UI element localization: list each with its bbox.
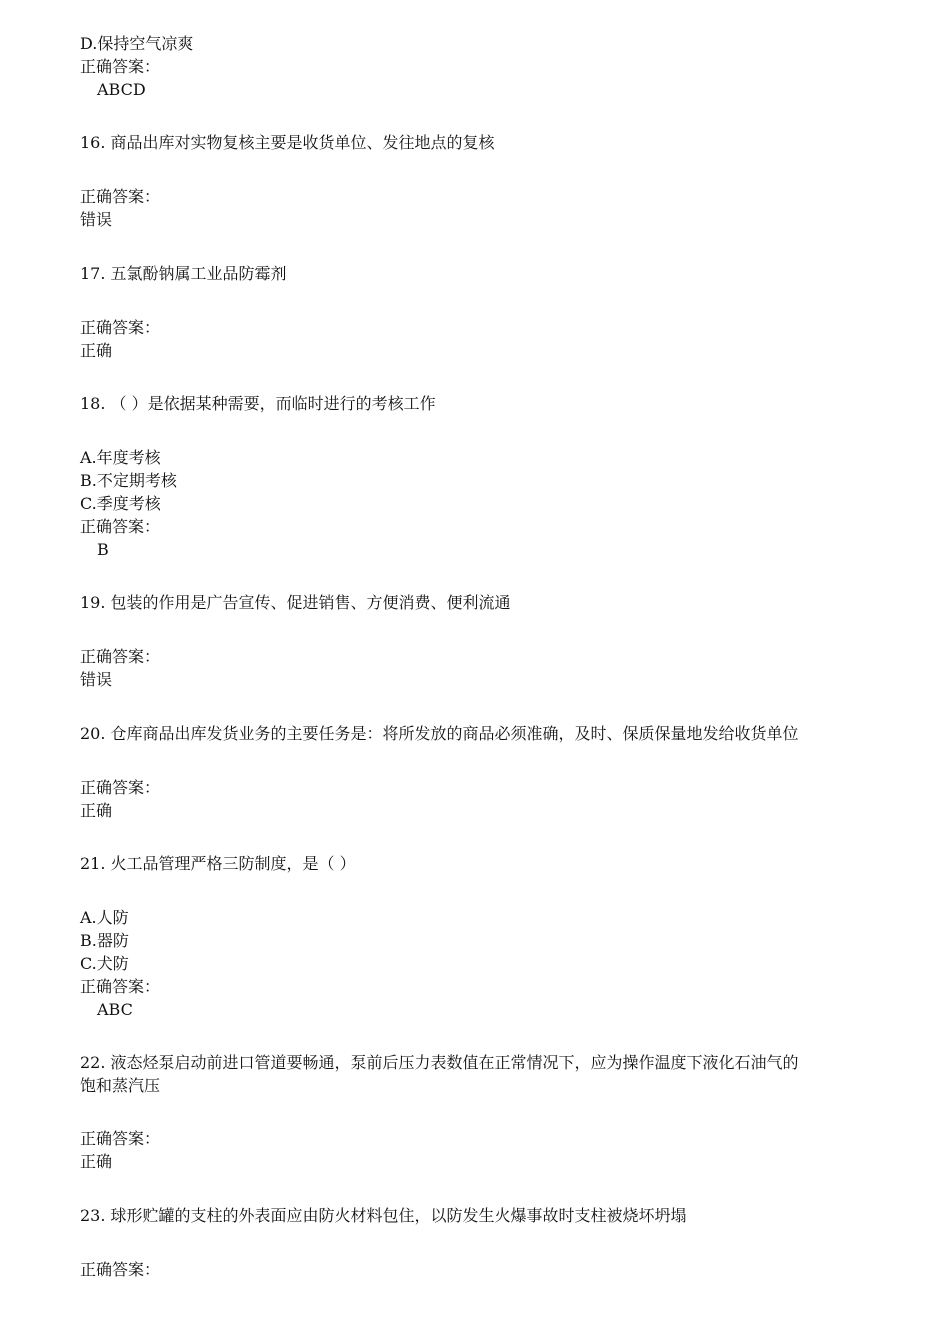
answer-value: 错误 — [80, 210, 113, 229]
option-c: C.犬防 — [80, 954, 129, 973]
answer-label: 正确答案： — [80, 778, 161, 797]
answer-value: 错误 — [80, 670, 113, 689]
option-b: B.器防 — [80, 931, 129, 950]
answer-label: 正确答案： — [80, 1260, 161, 1279]
answer-value: 正确 — [80, 801, 113, 820]
answer-value: 正确 — [80, 341, 113, 360]
answer-label: 正确答案： — [80, 977, 161, 996]
option-d: D.保持空气凉爽 — [80, 34, 194, 53]
question-stem-16: 16. 商品出库对实物复核主要是收货单位、发往地点的复核 — [80, 133, 495, 152]
answer-label: 正确答案： — [80, 57, 161, 76]
question-stem-23: 23. 球形贮罐的支柱的外表面应由防火材料包住，以防发生火爆事故时支柱被烧坏坍塌 — [80, 1206, 687, 1225]
question-stem-21: 21. 火工品管理严格三防制度，是（ ） — [80, 854, 356, 873]
answer-label: 正确答案： — [80, 187, 161, 206]
option-c: C.季度考核 — [80, 494, 161, 513]
option-a: A.年度考核 — [80, 448, 161, 467]
answer-label: 正确答案： — [80, 647, 161, 666]
answer-value: ABCD — [97, 80, 146, 99]
answer-value: ABC — [97, 1000, 133, 1019]
question-stem-20: 20. 仓库商品出库发货业务的主要任务是：将所发放的商品必须准确，及时、保质保量地发给收货单位 — [80, 724, 799, 743]
answer-label: 正确答案： — [80, 517, 161, 536]
question-stem-22-line1: 22. 液态烃泵启动前进口管道要畅通，泵前后压力表数值在正常情况下，应为操作温度下液化石油气的 — [80, 1053, 799, 1072]
question-stem-17: 17. 五氯酚钠属工业品防霉剂 — [80, 264, 287, 283]
question-stem-22-line2: 饱和蒸汽压 — [80, 1076, 161, 1095]
question-stem-18: 18. （ ）是依据某种需要，而临时进行的考核工作 — [80, 394, 436, 413]
option-b: B.不定期考核 — [80, 471, 177, 490]
answer-label: 正确答案： — [80, 318, 161, 337]
question-stem-19: 19. 包装的作用是广告宣传、促进销售、方便消费、便利流通 — [80, 593, 511, 612]
answer-value: B — [97, 540, 109, 559]
option-a: A.人防 — [80, 908, 129, 927]
answer-value: 正确 — [80, 1152, 113, 1171]
answer-label: 正确答案： — [80, 1129, 161, 1148]
